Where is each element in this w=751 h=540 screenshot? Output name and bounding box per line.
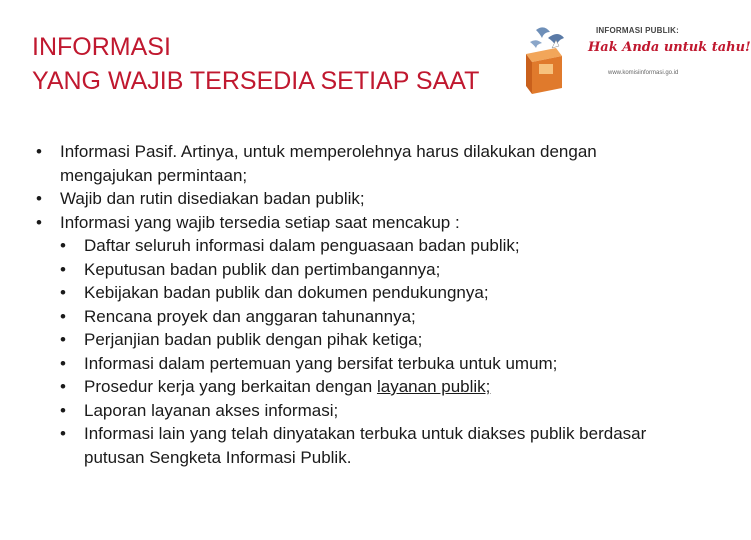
logo-heading: INFORMASI PUBLIK: xyxy=(596,26,679,35)
sub-bullet-item xyxy=(60,234,686,258)
bullet-marker: • xyxy=(36,212,42,232)
logo-slogan: Hak Anda untuk tahu! xyxy=(588,40,751,55)
sub-bullet-text: Informasi lain yang telah dinyatakan terbuka untuk diakses publik berdasar putusan Sengketa Informasi Publik. xyxy=(84,424,647,467)
bullet-marker: • xyxy=(60,424,66,443)
sub-bullet-text: Perjanjian badan publik dengan pihak ketiga; xyxy=(84,330,423,349)
sub-bullet-item xyxy=(60,422,686,469)
sub-bullet-item xyxy=(60,328,686,352)
sub-bullet-text: Laporan layanan akses informasi; xyxy=(84,400,339,420)
layanan-publik-link[interactable]: layanan publik; xyxy=(376,377,491,396)
sub-bullet-text: Daftar seluruh informasi dalam penguasaan badan publik; xyxy=(84,236,520,255)
slide-body xyxy=(36,140,686,469)
sub-bullet-text: Informasi dalam pertemuan yang bersifat terbuka untuk umum; xyxy=(84,353,558,373)
bullet-marker: • xyxy=(60,283,66,302)
bullet-marker: • xyxy=(60,330,66,349)
sub-bullet-text: Rencana proyek dan anggaran tahunannya; xyxy=(84,306,416,326)
sub-bullet-item xyxy=(60,281,686,305)
informasi-publik-logo xyxy=(512,18,751,98)
bullet-item xyxy=(36,187,686,211)
bullet-marker: • xyxy=(60,353,66,373)
main-bullet-list xyxy=(36,140,686,469)
bullet-text: Wajib dan rutin disediakan badan publik; xyxy=(60,189,365,208)
bullet-item xyxy=(36,140,686,187)
logo-url: www.komisiinformasi.go.id xyxy=(608,70,679,76)
bullet-marker: • xyxy=(60,259,66,279)
sub-bullet-text-prefix: Prosedur kerja yang berkaitan dengan xyxy=(84,377,377,396)
sub-bullet-item xyxy=(60,375,686,399)
sub-bullet-text: Keputusan badan publik dan pertimbangannya; xyxy=(84,259,441,279)
bullet-text: Informasi Pasif. Artinya, untuk memperolehnya harus dilakukan dengan mengajukan permintaan; xyxy=(60,142,597,185)
slide-title-line-2: YANG WAJIB TERSEDIA SETIAP SAAT xyxy=(32,67,480,95)
sub-bullet-text: Kebijakan badan publik dan dokumen pendukungnya; xyxy=(84,283,489,302)
bullet-marker: • xyxy=(60,306,66,326)
bullet-marker: • xyxy=(60,400,66,420)
bullet-marker: • xyxy=(36,189,42,208)
bullet-item xyxy=(36,211,686,470)
sub-bullet-item xyxy=(60,258,686,282)
sub-bullet-item xyxy=(60,399,686,423)
slide-title xyxy=(32,30,479,98)
bullet-text: Informasi yang wajib tersedia setiap saat mencakup : xyxy=(60,212,460,232)
sub-bullet-item xyxy=(60,352,686,376)
bullet-marker: • xyxy=(60,236,66,255)
ballot-box-birds-icon xyxy=(512,18,592,98)
bullet-marker: • xyxy=(36,142,42,161)
sub-bullet-item xyxy=(60,305,686,329)
bullet-marker: • xyxy=(60,377,66,396)
sub-bullet-list xyxy=(60,234,686,469)
slide-title-line-1: INFORMASI xyxy=(32,33,171,61)
